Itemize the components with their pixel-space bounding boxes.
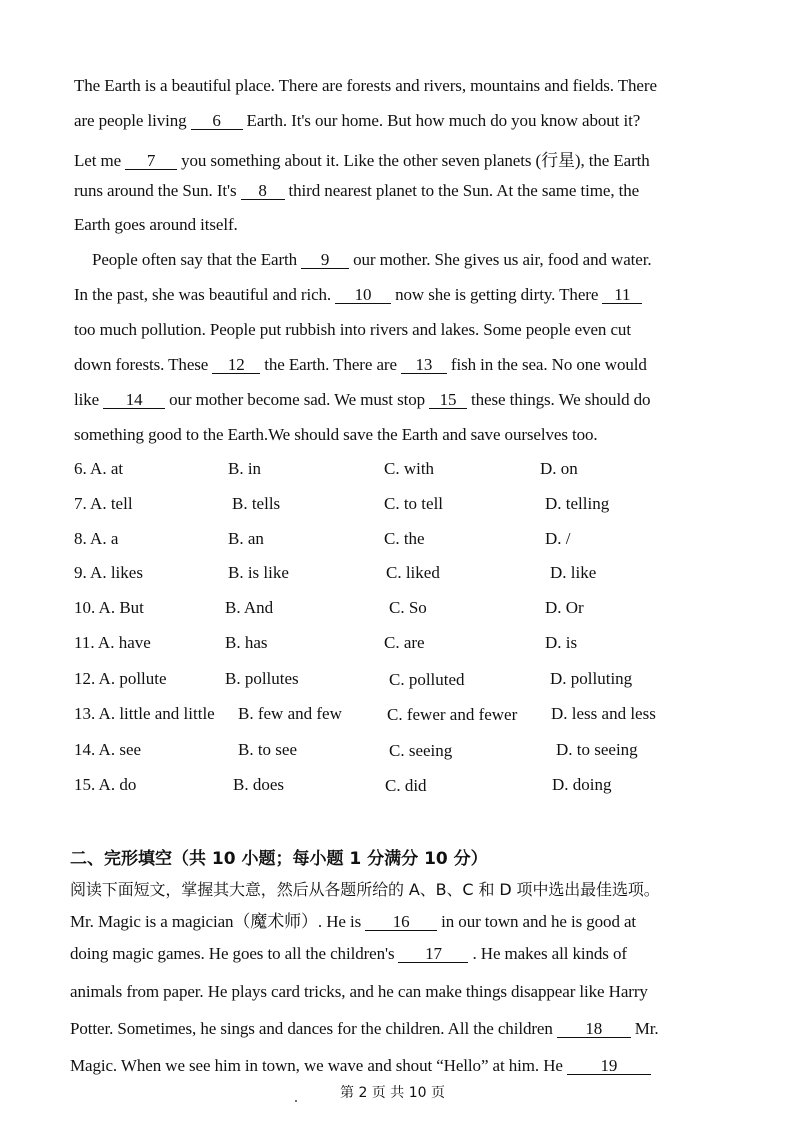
text: our mother become sad. We must stop xyxy=(169,390,426,409)
option-15d: D. doing xyxy=(552,775,612,794)
text: the Earth. There are xyxy=(264,355,397,374)
option-13b: B. few and few xyxy=(238,704,342,723)
blank-10: 10 xyxy=(335,287,391,304)
option-13d: D. less and less xyxy=(551,704,656,723)
option-12d: D. polluting xyxy=(550,669,633,688)
option-14b: B. to see xyxy=(238,740,298,759)
text: like xyxy=(74,390,100,409)
option-6a: 6. A. at xyxy=(74,459,124,478)
section-instruction: 阅读下面短文，掌握其大意，然后从各题所给的 A、B、C 和 D 项中选出最佳选项。 xyxy=(70,880,660,899)
page-footer: 第 2 页 共 10 页 xyxy=(340,1085,445,1101)
text: now she is getting dirty. There xyxy=(395,285,599,304)
blank-19: 19 xyxy=(567,1058,651,1075)
option-8b: B. an xyxy=(228,529,264,548)
option-12a: 12. A. pollute xyxy=(74,669,167,688)
option-14a: 14. A. see xyxy=(74,740,142,759)
option-7b: B. tells xyxy=(232,494,281,513)
text: Earth goes around itself. xyxy=(74,215,238,234)
text: too much pollution. People put rubbish into rivers and lakes. Some people even cut xyxy=(74,320,631,339)
option-15c: C. did xyxy=(385,776,427,795)
text: are people living xyxy=(74,111,187,130)
text: In the past, she was beautiful and rich. xyxy=(74,285,332,304)
blank-18: 18 xyxy=(557,1021,631,1038)
passage1-line-10 xyxy=(74,390,650,410)
passage1-line-3 xyxy=(74,146,650,171)
option-10d: D. Or xyxy=(545,598,584,617)
text: Earth. It's our home. But how much do you know about it? xyxy=(246,111,641,130)
passage2-line-2 xyxy=(70,944,627,964)
option-9d: D. like xyxy=(550,563,597,582)
option-13a: 13. A. little and little xyxy=(74,704,215,723)
blank-11: 11 xyxy=(602,287,642,304)
option-10b: B. And xyxy=(225,598,274,617)
option-9c: C. liked xyxy=(386,563,440,582)
passage1-line-11 xyxy=(74,425,598,445)
passage2-line-1 xyxy=(70,907,636,932)
option-7a: 7. A. tell xyxy=(74,494,133,513)
option-8c: C. the xyxy=(384,529,425,548)
scan-speck xyxy=(295,1100,297,1102)
option-11c: C. are xyxy=(384,633,425,652)
text: Let me xyxy=(74,151,122,170)
blank-7: 7 xyxy=(125,153,177,170)
passage1-line-6 xyxy=(92,250,652,270)
option-8a: 8. A. a xyxy=(74,529,119,548)
blank-12: 12 xyxy=(212,357,260,374)
passage2-line-5 xyxy=(70,1056,655,1076)
option-15b: B. does xyxy=(233,775,284,794)
text: People often say that the Earth xyxy=(92,250,298,269)
option-6c: C. with xyxy=(384,459,435,478)
text: our mother. She gives us air, food and water. xyxy=(353,250,652,269)
text: these things. We should do xyxy=(471,390,651,409)
text: fish in the sea. No one would xyxy=(450,355,647,374)
blank-6: 6 xyxy=(191,113,243,130)
option-8d: D. / xyxy=(545,529,571,548)
option-11a: 11. A. have xyxy=(74,633,151,652)
text: animals from paper. He plays card tricks, and he can make things disappear like Harry xyxy=(70,982,648,1001)
text: third nearest planet to the Sun. At the same time, the xyxy=(288,181,640,200)
passage1-line-5 xyxy=(74,215,238,235)
option-15a: 15. A. do xyxy=(74,775,137,794)
passage1-line-9 xyxy=(74,355,647,375)
text: Mr. xyxy=(634,1019,659,1038)
option-12b: B. pollutes xyxy=(225,669,299,688)
text: in our town and he is good at xyxy=(441,912,637,931)
option-7c: C. to tell xyxy=(384,494,444,513)
text: something good to the Earth.We should save the Earth and save ourselves too. xyxy=(74,425,598,444)
passage1-line-2 xyxy=(74,111,640,131)
passage2-line-3 xyxy=(70,982,648,1002)
passage1-line-1 xyxy=(74,76,657,96)
passage1-line-4 xyxy=(74,181,639,201)
blank-14: 14 xyxy=(103,392,165,409)
option-9a: 9. A. likes xyxy=(74,563,143,582)
blank-13: 13 xyxy=(401,357,447,374)
passage1-line-7 xyxy=(74,285,646,305)
text: Potter. Sometimes, he sings and dances for the children. All the children xyxy=(70,1019,553,1038)
option-13c: C. fewer and fewer xyxy=(387,705,518,724)
blank-9: 9 xyxy=(301,252,349,269)
text: down forests. These xyxy=(74,355,209,374)
option-14d: D. to seeing xyxy=(556,740,638,759)
option-11b: B. has xyxy=(225,633,268,652)
option-12c: C. polluted xyxy=(389,670,465,689)
passage2-line-4 xyxy=(70,1019,659,1039)
passage1-line-8 xyxy=(74,320,631,340)
option-9b: B. is like xyxy=(228,563,289,582)
blank-17: 17 xyxy=(398,946,468,963)
option-6d: D. on xyxy=(540,459,578,478)
text: Magic. When we see him in town, we wave and shout “Hello” at him. He xyxy=(70,1056,563,1075)
text: The Earth is a beautiful place. There are forests and rivers, mountains and fields. There xyxy=(74,76,657,95)
option-11d: D. is xyxy=(545,633,578,652)
option-10c: C. So xyxy=(389,598,427,617)
text: . He makes all kinds of xyxy=(472,944,627,963)
blank-16: 16 xyxy=(365,914,437,931)
section-heading: 二、完形填空（共 10 小题；每小题 1 分满分 10 分） xyxy=(70,849,488,869)
text: runs around the Sun. It's xyxy=(74,181,237,200)
text: doing magic games. He goes to all the children's xyxy=(70,944,395,963)
text: you something about it. Like the other seven planets (行星), the Earth xyxy=(181,151,650,170)
option-10a: 10. A. But xyxy=(74,598,144,617)
option-6b: B. in xyxy=(228,459,262,478)
blank-15: 15 xyxy=(429,392,467,409)
text: Mr. Magic is a magician（魔术师）. He is xyxy=(70,912,362,931)
option-7d: D. telling xyxy=(545,494,610,513)
option-14c: C. seeing xyxy=(389,741,453,760)
blank-8: 8 xyxy=(241,183,285,200)
